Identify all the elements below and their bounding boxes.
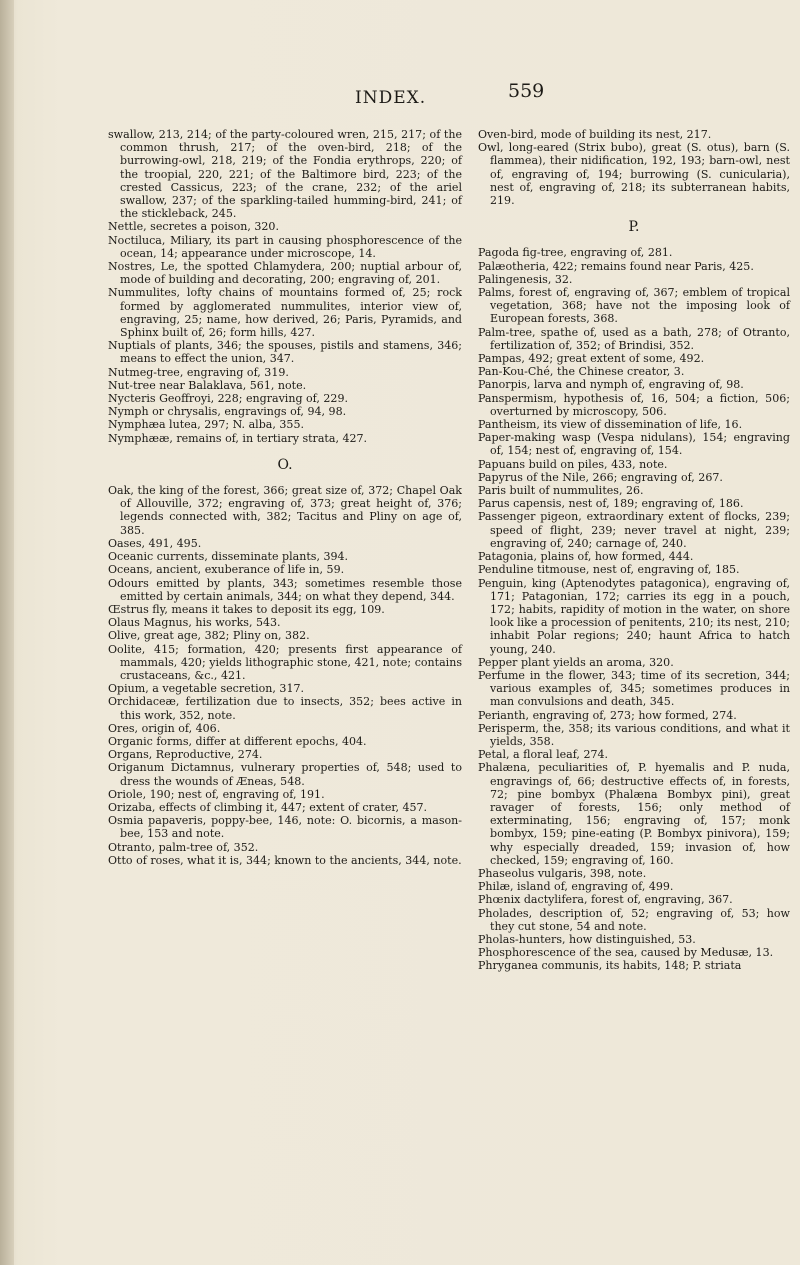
index-entry: Nymphææ, remains of, in tertiary strata, 427.: [108, 431, 368, 445]
index-entry: Parus capensis, nest of, 189; engraving of, 186.: [478, 497, 744, 511]
index-entry: Paper-making wasp (Vespa nidulans), 154; engraving of, 154; nest of, engraving of, 154.: [478, 431, 790, 458]
index-entry: Panspermism, hypothesis of, 16, 504; a fiction, 506; overturned by microscopy, 506.: [478, 391, 790, 418]
index-entry: Oases, 491, 495.: [108, 536, 202, 550]
index-entry: Phœnix dactylifera, forest of, engraving, 367.: [478, 893, 733, 907]
index-entry: Oceans, ancient, exuberance of life in, 59.: [108, 563, 345, 577]
left-index-column: [108, 128, 462, 867]
index-entry: Ores, origin of, 406.: [108, 721, 221, 735]
index-entry: Orizaba, effects of climbing it, 447; extent of crater, 457.: [108, 800, 428, 814]
index-entry: Oceanic currents, disseminate plants, 394.: [108, 550, 349, 564]
index-entry: Nuptials of plants, 346; the spouses, pistils and stamens, 346; means to effect the union, 347.: [108, 339, 462, 366]
index-entry: Petal, a floral leaf, 274.: [478, 748, 609, 762]
index-entry: Oolite, 415; formation, 420; presents first appearance of mammals, 420; yields lithographic stone, 421, note; contains crustaceans, &c., 421.: [108, 642, 462, 682]
index-entry: Philæ, island of, engraving of, 499.: [478, 880, 674, 894]
index-entry: Palm-tree, spathe of, used as a bath, 278; of Otranto, fertilization of, 352; of Brindisi, 352.: [478, 325, 790, 352]
index-entry: Perisperm, the, 358; its various conditions, and what it yields, 358.: [478, 721, 790, 748]
index-entry: swallow, 213, 214; of the party-coloured wren, 215, 217; of the common thrush, 217; of the oven-bird, 218; of the burrowing-owl, 218, 219; of the Fondia erythrops, 220; of the troopial, 220, 221; of the Baltimore bird, 223; of the crested Cassicus, 223; of the crane, 232; of the ariel swallow, 237; of the sparkling-tailed humming-bird, 241; of the stickleback, 245.: [108, 128, 462, 221]
index-entry: Paris built of nummulites, 26.: [478, 484, 644, 498]
index-entry: Œstrus fly, means it takes to deposit its egg, 109.: [108, 602, 385, 616]
right-entries-o: [478, 128, 790, 207]
index-entry: Nostres, Le, the spotted Chlamydera, 200; nuptial arbour of, mode of building and decorating, 200; engraving of, 201.: [108, 260, 462, 287]
index-entry: Oven-bird, mode of building its nest, 217.: [478, 128, 712, 141]
section-letter-p: P.: [628, 219, 640, 236]
right-index-column: [478, 128, 790, 973]
index-entry: Owl, long-eared (Strix bubo), great (S. otus), barn (S. flammea), their nidification, 192, 193; barn-owl, nest of, engraving of, 194; burrowing (S. cunicularia), nest of, engraving of, 218; its subterranean habits, 219.: [478, 141, 790, 208]
index-entry: Nut-tree near Balaklava, 561, note.: [108, 378, 307, 392]
index-entry: Palms, forest of, engraving of, 367; emblem of tropical vegetation, 368; have not the imposing look of European forests, 368.: [478, 286, 790, 326]
index-entry: Pholas-hunters, how distinguished, 53.: [478, 932, 696, 946]
index-entry: Phryganea communis, its habits, 148; P. striata: [478, 959, 742, 973]
index-entry: Origanum Dictamnus, vulnerary properties of, 548; used to dress the wounds of Æneas, 548.: [108, 761, 462, 788]
index-entry: Orchidaceæ, fertilization due to insects, 352; bees active in this work, 352, note.: [108, 695, 462, 722]
index-entry: Odours emitted by plants, 343; sometimes resemble those emitted by certain animals, 344; on what they depend, 344.: [108, 576, 462, 603]
index-entry: Nettle, secretes a poison, 320.: [108, 220, 279, 234]
running-header-title: INDEX.: [355, 88, 427, 108]
index-entry: Nummulites, lofty chains of mountains formed of, 25; rock formed by agglomerated nummulites, interior view of, engraving, 25; name, how derived, 26; Paris, Pyramids, and Sphinx built of, 26; form hills, 427.: [108, 286, 462, 340]
index-entry: Palæotheria, 422; remains found near Paris, 425.: [478, 259, 754, 273]
index-entry: Otranto, palm-tree of, 352.: [108, 840, 259, 854]
index-entry: Pampas, 492; great extent of some, 492.: [478, 352, 705, 366]
index-entry: Passenger pigeon, extraordinary extent of flocks, 239; speed of flight, 239; never travel at night, 239; engraving of, 240; carnage of, 240.: [478, 510, 790, 550]
index-entry: Osmia papaveris, poppy-bee, 146, note: O. bicornis, a mason-bee, 153 and note.: [108, 814, 462, 841]
section-letter-o: O.: [277, 456, 293, 473]
index-entry: Papyrus of the Nile, 266; engraving of, 267.: [478, 470, 723, 484]
index-entry: Nymph or chrysalis, engravings of, 94, 98.: [108, 405, 347, 419]
index-entry: Pantheism, its view of dissemination of life, 16.: [478, 418, 743, 432]
index-entry: Olive, great age, 382; Pliny on, 382.: [108, 629, 310, 643]
index-entry: Patagonia, plains of, how formed, 444.: [478, 550, 694, 564]
index-entry: Nycteris Geoffroyi, 228; engraving of, 229.: [108, 392, 348, 406]
index-entry: Olaus Magnus, his works, 543.: [108, 616, 281, 630]
index-entry: Papuans build on piles, 433, note.: [478, 457, 668, 471]
index-entry: Organs, Reproductive, 274.: [108, 748, 263, 762]
index-entry: Penduline titmouse, nest of, engraving of, 185.: [478, 563, 740, 577]
index-entry: Palingenesis, 32.: [478, 272, 573, 286]
index-entry: Penguin, king (Aptenodytes patagonica), engraving of, 171; Patagonian, 172; carries its egg in a pouch, 172; habits, rapidity of motion in the water, on shore look like a procession of penitents, 210; its nest, 210; inhabit Polar regions; 240; haunt Africa to hatch young, 240.: [478, 576, 790, 656]
index-entry: Opium, a vegetable secretion, 317.: [108, 682, 305, 696]
index-entry: Pagoda fig-tree, engraving of, 281.: [478, 246, 673, 260]
index-entry: Perianth, engraving of, 273; how formed, 274.: [478, 708, 737, 722]
index-entry: Otto of roses, what it is, 344; known to the ancients, 344, note.: [108, 853, 462, 867]
index-entry: Nymphæa lutea, 297; N. alba, 355.: [108, 418, 304, 432]
page-gutter: [0, 0, 14, 1265]
index-entry: Oriole, 190; nest of, engraving of, 191.: [108, 787, 325, 801]
index-entry: Panorpis, larva and nymph of, engraving of, 98.: [478, 378, 744, 392]
index-entry: Oak, the king of the forest, 366; great size of, 372; Chapel Oak of Allouville, 372; engraving of, 373; great height of, 376; legends connected with, 382; Tacitus and Pliny on age of, 385.: [108, 484, 462, 537]
right-entries-p: [478, 246, 790, 972]
index-entry: Organic forms, differ at different epochs, 404.: [108, 734, 367, 748]
index-entry: Nutmeg-tree, engraving of, 319.: [108, 365, 289, 379]
index-entry: Pan-Kou-Ché, the Chinese creator, 3.: [478, 365, 685, 379]
index-entry: Perfume in the flower, 343; time of its secretion, 344; various examples of, 345; sometimes produces in man convulsions and death, 345.: [478, 668, 790, 709]
index-entry: Phalæna, peculiarities of, P. hyemalis and P. nuda, engravings of, 66; destructive effects of, in forests, 72; pine bombyx (Phalæna Bombyx pini), great ravager of forests, 156; only method of exterminating, 156; engraving of, 157; monk bombyx, 159; pine-eating (P. Bombyx pinivora), 159; why especially dreaded, 159; invasion of, how checked, 159; engraving of, 160.: [478, 761, 790, 867]
page-number: 559: [508, 80, 545, 102]
index-entry: Pholades, description of, 52; engraving of, 53; how they cut stone, 54 and note.: [478, 906, 790, 933]
left-entries-o: [108, 484, 462, 867]
index-entry: Phaseolus vulgaris, 398, note.: [478, 866, 647, 880]
index-entry: Pepper plant yields an aroma, 320.: [478, 655, 674, 669]
index-entry: Noctiluca, Miliary, its part in causing phosphorescence of the ocean, 14; appearance under microscope, 14.: [108, 233, 462, 260]
left-entries-n: [108, 128, 462, 445]
index-entry: Phosphorescence of the sea, caused by Medusæ, 13.: [478, 946, 774, 960]
